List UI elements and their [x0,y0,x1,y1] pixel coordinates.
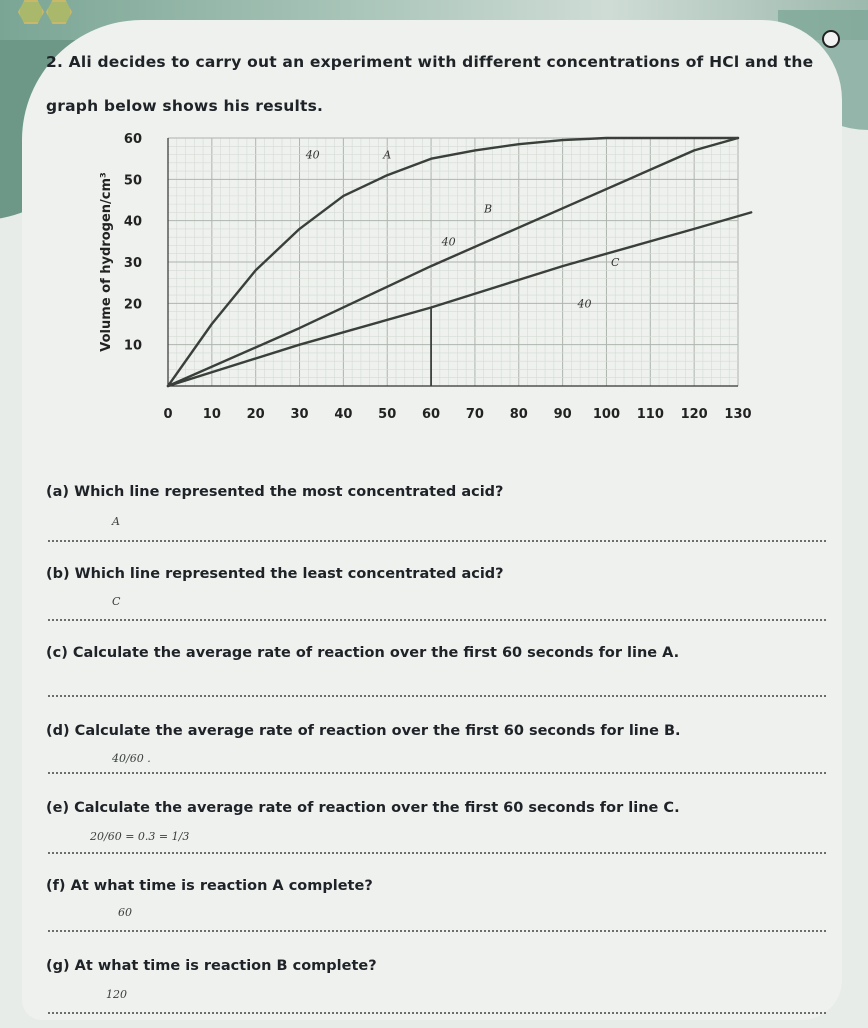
reaction-graph [80,118,760,438]
annotation-label: C [611,256,620,270]
question-b: (b) Which line represented the least concentrated acid? [46,566,504,582]
y-tick-label: 40 [123,214,142,230]
answer-a-text: A [112,515,120,528]
hexagon-decoration-icon [18,0,78,36]
question-c: (c) Calculate the average rate of reaction over the first 60 seconds for line A. [46,645,680,661]
answer-a-line[interactable] [48,540,826,542]
y-tick-label: 20 [123,297,142,313]
question-e: (e) Calculate the average rate of reaction over the first 60 seconds for line C. [46,800,680,816]
x-tick-label: 0 [163,407,173,422]
question-intro: 2. Ali decides to carry out an experiment with different concentrations of HCl and the graph below shows his results. [46,53,814,115]
answer-f-text: 60 [118,906,132,919]
annotation-label: B [484,202,493,216]
x-tick-label: 100 [592,407,621,422]
x-tick-label: 40 [334,407,353,422]
x-tick-label: 90 [553,407,572,422]
answer-e-text: 20/60 = 0.3 = 1/3 [90,830,190,843]
y-tick-label: 10 [123,338,142,354]
question-f: (f) At what time is reaction A complete? [46,878,373,894]
answer-c-line[interactable] [48,695,826,697]
y-tick-label: 30 [123,256,142,271]
answer-e-line[interactable] [48,852,826,854]
answer-d-line[interactable] [48,772,826,774]
x-tick-label: 120 [680,407,708,422]
answer-b-line[interactable] [48,619,826,621]
x-tick-label: 110 [636,407,664,422]
y-tick-label: 50 [123,173,142,189]
y-axis-label: Volume of hydrogen/cm³ [99,172,114,352]
annotation-label: 40 [441,235,456,249]
x-tick-label: 70 [465,407,484,422]
question-g: (g) At what time is reaction B complete? [46,958,377,974]
x-tick-label: 10 [202,407,221,422]
answer-f-line[interactable] [48,930,826,932]
annotation-label: 40 [577,297,592,311]
x-tick-label: 50 [378,407,397,422]
y-tick-label: 60 [123,132,142,147]
x-tick-label: 30 [290,407,309,422]
annotation-label: 40 [305,148,320,162]
x-tick-label: 20 [246,407,265,422]
x-tick-label: 80 [509,407,528,422]
answer-d-text: 40/60 . [112,752,151,765]
answer-g-text: 120 [106,988,127,1001]
x-tick-label: 60 [422,407,441,422]
question-d: (d) Calculate the average rate of reaction over the first 60 seconds for line B. [46,723,681,739]
x-tick-label: 130 [724,407,752,422]
reaction-graph-svg [80,118,760,438]
answer-g-line[interactable] [48,1012,826,1014]
question-a: (a) Which line represented the most concentrated acid? [46,484,504,500]
annotation-label: A [383,148,392,162]
answer-b-text: C [112,595,121,608]
